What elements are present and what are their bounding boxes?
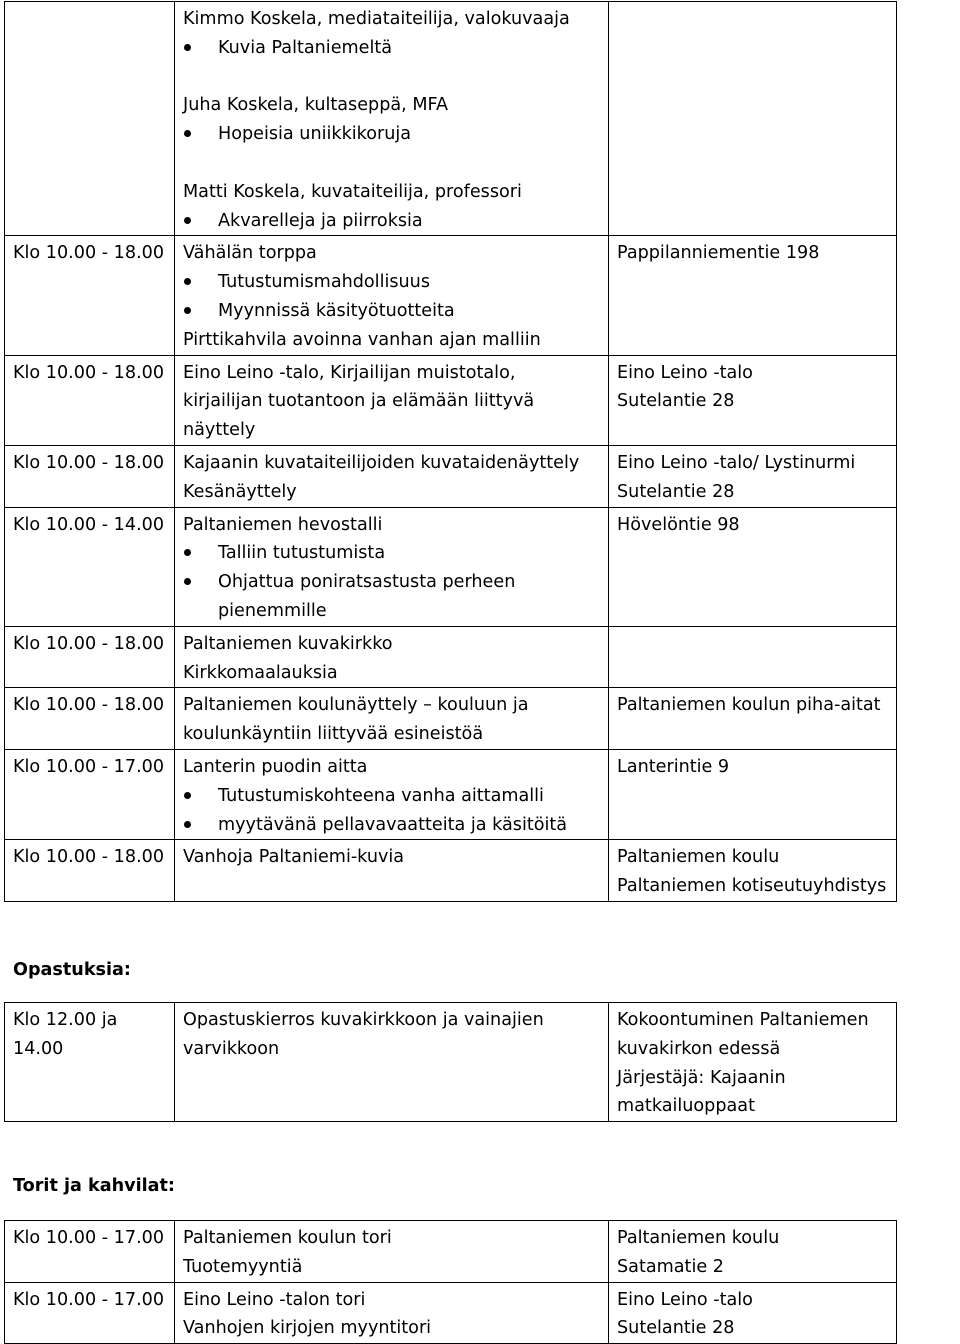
place-text: Eino Leino -talo xyxy=(617,1289,753,1310)
schedule-row xyxy=(5,236,897,355)
time-text: Klo 10.00 - 14.00 xyxy=(13,514,165,535)
event-text: Vähälän torppa xyxy=(183,243,317,264)
time-text: Klo 10.00 - 17.00 xyxy=(13,756,165,777)
event-text: Matti Koskela, kuvataiteilija, professori xyxy=(183,181,522,202)
event-text: Eino Leino -talon tori xyxy=(183,1289,366,1310)
event-text: Kimmo Koskela, mediataiteilija, valokuvaaja xyxy=(183,9,570,29)
place-text: Eino Leino -talo/ Lystinurmi xyxy=(617,452,856,473)
place-cell xyxy=(609,445,897,507)
event-text: pienemmille xyxy=(218,600,327,621)
schedule-row xyxy=(5,355,897,445)
schedule-row xyxy=(5,840,897,902)
event-text: Vanhoja Paltaniemi-kuvia xyxy=(183,847,405,868)
spacer xyxy=(183,63,600,92)
place-text: Sutelantie 28 xyxy=(617,391,735,412)
event-cell xyxy=(175,1003,609,1122)
markets-heading: Torit ja kahvilat: xyxy=(13,1176,175,1196)
event-cell xyxy=(175,2,609,236)
event-cell xyxy=(175,1282,609,1344)
place-cell xyxy=(609,1221,897,1283)
markets-table xyxy=(4,1220,897,1344)
event-text: Opastuskierros kuvakirkkoon ja vainajien xyxy=(183,1010,544,1030)
bullet-item: Tutustumiskohteena vanha aittamalli xyxy=(183,782,600,811)
place-text: Pappilanniementie 198 xyxy=(617,243,820,264)
time-cell xyxy=(5,2,175,236)
place-cell xyxy=(609,236,897,355)
event-cell xyxy=(175,355,609,445)
place-cell xyxy=(609,688,897,750)
time-text: Klo 10.00 - 17.00 xyxy=(13,1228,165,1248)
time-cell xyxy=(5,688,175,750)
place-text: matkailuoppaat xyxy=(617,1096,755,1117)
place-text: Hövelöntie 98 xyxy=(617,514,740,535)
bullet-item: Ohjattua poniratsastusta perheen xyxy=(183,568,600,597)
place-text: kuvakirkon edessä xyxy=(617,1038,781,1059)
bullet-item: Tutustumismahdollisuus xyxy=(183,268,600,297)
time-cell xyxy=(5,1282,175,1344)
time-cell xyxy=(5,507,175,626)
time-cell xyxy=(5,355,175,445)
guides-heading: Opastuksia: xyxy=(13,960,131,980)
place-text: Kokoontuminen Paltaniemen xyxy=(617,1010,869,1030)
time-text: Klo 10.00 - 18.00 xyxy=(13,847,165,868)
schedule-table xyxy=(4,1,897,902)
event-text: Paltaniemen kuvakirkko xyxy=(183,633,393,654)
bullet-item: Hopeisia uniikkikoruja xyxy=(183,120,600,149)
place-text: Paltaniemen kotiseutuyhdistys xyxy=(617,876,887,897)
event-text: Juha Koskela, kultaseppä, MFA xyxy=(183,95,449,116)
place-cell xyxy=(609,1282,897,1344)
time-cell xyxy=(5,1221,175,1283)
place-cell xyxy=(609,626,897,688)
event-cell xyxy=(175,626,609,688)
time-text xyxy=(13,5,166,34)
schedule-row xyxy=(5,688,897,750)
bullet-item: Kuvia Paltaniemeltä xyxy=(183,34,600,63)
event-cell xyxy=(175,688,609,750)
time-cell xyxy=(5,236,175,355)
event-text: Kirkkomaalauksia xyxy=(183,662,338,683)
schedule-row xyxy=(5,445,897,507)
time-text: Klo 10.00 - 18.00 xyxy=(13,452,165,473)
event-text: Paltaniemen koulunäyttely – kouluun ja xyxy=(183,695,529,716)
time-text: Klo 10.00 - 18.00 xyxy=(13,695,165,716)
bullet-item: Talliin tutustumista xyxy=(183,539,600,568)
event-cell xyxy=(175,507,609,626)
event-text: näyttely xyxy=(183,420,256,441)
place-text: Sutelantie 28 xyxy=(617,481,735,502)
time-cell xyxy=(5,1003,175,1122)
schedule-row xyxy=(5,2,897,236)
place-cell xyxy=(609,840,897,902)
place-text xyxy=(617,5,888,34)
event-text: Eino Leino -talo, Kirjailijan muistotalo, xyxy=(183,362,516,383)
bullet-item: Myynnissä käsityötuotteita xyxy=(183,297,600,326)
schedule-row xyxy=(5,626,897,688)
schedule-row xyxy=(5,749,897,839)
time-text: Klo 12.00 ja xyxy=(13,1010,118,1030)
event-cell xyxy=(175,840,609,902)
time-cell xyxy=(5,445,175,507)
place-cell xyxy=(609,2,897,236)
schedule-row xyxy=(5,1221,897,1283)
event-text: Pirttikahvila avoinna vanhan ajan malliin xyxy=(183,329,541,350)
schedule-row xyxy=(5,1282,897,1344)
place-text: Paltaniemen koulu xyxy=(617,1228,780,1248)
time-cell xyxy=(5,749,175,839)
place-cell xyxy=(609,355,897,445)
event-text: Vanhojen kirjojen myyntitori xyxy=(183,1318,432,1339)
schedule-row xyxy=(5,1003,897,1122)
bullet-item: myytävänä pellavavaatteita ja käsitöitä xyxy=(183,811,600,840)
time-text: 14.00 xyxy=(13,1038,64,1059)
time-cell xyxy=(5,626,175,688)
place-text: Sutelantie 28 xyxy=(617,1318,735,1339)
time-text: Klo 10.00 - 18.00 xyxy=(13,362,165,383)
place-text: Satamatie 2 xyxy=(617,1256,724,1277)
event-cell xyxy=(175,236,609,355)
place-text: Lanterintie 9 xyxy=(617,756,730,777)
time-cell xyxy=(5,840,175,902)
bullet-item: Akvarelleja ja piirroksia xyxy=(183,207,600,236)
place-text: Eino Leino -talo xyxy=(617,362,753,383)
time-text: Klo 10.00 - 18.00 xyxy=(13,243,165,264)
event-text: Lanterin puodin aitta xyxy=(183,756,368,777)
event-cell xyxy=(175,1221,609,1283)
event-text: Paltaniemen hevostalli xyxy=(183,514,383,535)
event-text: Paltaniemen koulun tori xyxy=(183,1228,392,1248)
place-text: Paltaniemen koulun piha-aitat xyxy=(617,695,881,716)
event-text: Kajaanin kuvataiteilijoiden kuvataidenäyttely xyxy=(183,452,580,473)
event-cell xyxy=(175,445,609,507)
event-text: koulunkäyntiin liittyvää esineistöä xyxy=(183,724,484,745)
guides-table xyxy=(4,1002,897,1122)
place-cell xyxy=(609,749,897,839)
event-cell xyxy=(175,749,609,839)
spacer xyxy=(183,149,600,178)
place-text xyxy=(617,630,888,659)
event-text: Tuotemyyntiä xyxy=(183,1256,303,1277)
place-text: Paltaniemen koulu xyxy=(617,847,780,868)
event-text: varvikkoon xyxy=(183,1038,280,1059)
schedule-row xyxy=(5,507,897,626)
event-text: Kesänäyttely xyxy=(183,481,297,502)
time-text: Klo 10.00 - 18.00 xyxy=(13,633,165,654)
place-cell xyxy=(609,1003,897,1122)
time-text: Klo 10.00 - 17.00 xyxy=(13,1289,165,1310)
place-text: Järjestäjä: Kajaanin xyxy=(617,1067,786,1088)
event-text: kirjailijan tuotantoon ja elämään liittyvä xyxy=(183,391,535,412)
place-cell xyxy=(609,507,897,626)
